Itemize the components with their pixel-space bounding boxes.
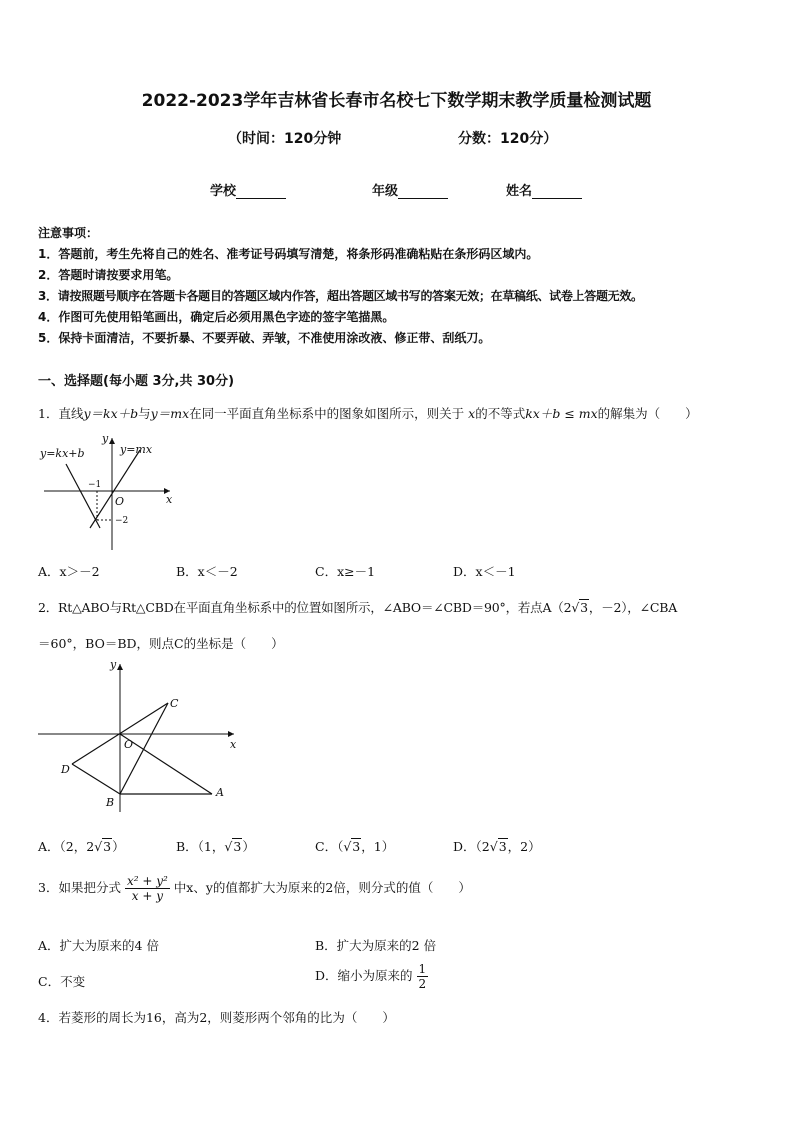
origin-label: O: [124, 738, 134, 751]
q1-option-a: A．x＞－2: [38, 564, 100, 579]
exam-score: 分数：120分）: [458, 131, 558, 147]
name-field: 姓名: [506, 180, 582, 199]
label-kx-b: y=kx+b: [40, 447, 85, 460]
half-fraction: $\frac{1}{2}$: [418, 962, 427, 991]
grade-field: 年级: [372, 180, 448, 199]
note-item: 2．答题时请按要求用笔。: [38, 268, 179, 282]
q2-option-d: D．（2√3，2）: [453, 839, 541, 854]
q1-option-d: D．x＜－1: [453, 564, 516, 579]
question-3: 3．如果把分式 $\frac{\text{x² + y²}}{x + y}$ 中x、y的值都扩大为原来的2倍，则分式的值（ ）: [38, 874, 471, 903]
x-axis-label: x: [166, 493, 173, 506]
y-axis-label: y: [102, 432, 109, 445]
question-1: 1．直线y＝kx＋b与y＝mx在同一平面直角坐标系中的图象如图所示，则关于 x的不等式kx＋b ≤ mx的解集为（ ）: [38, 406, 698, 421]
exam-title: 2022-2023学年吉林省长春市名校七下数学期末教学质量检测试题: [141, 91, 652, 111]
point-b-label: B: [106, 796, 115, 809]
x-axis-label: x: [230, 738, 237, 751]
q2-option-c: C．（√3，1）: [315, 839, 395, 854]
point-c-label: C: [170, 697, 179, 710]
segment-db: [72, 764, 120, 794]
q1-graph: [36, 428, 186, 553]
school-field: 学校: [210, 180, 286, 199]
note-item: 3．请按照题号顺序在答题卡各题目的答题区域内作答，超出答题区域书写的答案无效；在草稿纸、试卷上答题无效。: [38, 289, 643, 303]
y-axis-label: y: [110, 658, 117, 671]
question-2-line-2: ＝60°，BO＝BD，则点C的坐标是（ ）: [38, 636, 284, 651]
q3-option-c: C．不变: [38, 974, 86, 989]
section-heading: 一、选择题(每小题 3分,共 30分): [38, 374, 235, 389]
y-axis-arrow: [117, 664, 123, 670]
q1-option-c: C．x≥－1: [315, 564, 376, 579]
note-item: 1．答题前，考生先将自己的姓名、准考证号码填写清楚，将条形码准确粘贴在条形码区域内。: [38, 247, 539, 261]
point-d-label: D: [61, 763, 70, 776]
exam-time: （时间：120分钟: [228, 131, 342, 147]
question-2-line-1: 2．Rt△ABO与Rt△CBD在平面直角坐标系中的位置如图所示，∠ABO＝∠CBD＝90°，若点A（2√3，－2），∠CBA: [38, 600, 678, 615]
note-item: 5．保持卡面清洁，不要折暴、不要弄破、弄皱，不准使用涂改液、修正带、刮纸刀。: [38, 331, 491, 345]
tick-minus-1: −1: [88, 480, 102, 490]
q2-graph: [34, 656, 244, 816]
x-axis-arrow: [228, 731, 234, 737]
q3-option-b: B．扩大为原来的2 倍: [315, 938, 437, 953]
q3-fraction: $\frac{\text{x² + y²}}{x + y}$: [126, 874, 168, 903]
line-kx-b: [66, 464, 100, 528]
question-4: 4．若菱形的周长为16，高为2，则菱形两个邻角的比为（ ）: [38, 1010, 395, 1025]
origin-label: O: [115, 495, 125, 508]
note-item: 4．作图可先使用铅笔画出，确定后必须用黑色字迹的签字笔描黑。: [38, 310, 395, 324]
q3-option-a: A．扩大为原来的4 倍: [38, 938, 159, 953]
point-a-label: A: [216, 786, 224, 799]
tick-minus-2: −2: [115, 516, 129, 526]
segment-oa: [120, 734, 212, 794]
label-mx: y=mx: [120, 443, 153, 456]
q2-option-b: B．（1，√3）: [176, 839, 255, 854]
q2-option-a: A．（2，2√3）: [38, 839, 125, 854]
q3-option-d: D．缩小为原来的 $\frac{1}{2}$: [315, 962, 427, 991]
q1-option-b: B．x＜－2: [176, 564, 238, 579]
notes-heading: 注意事项：: [38, 226, 99, 240]
y-axis-arrow: [109, 438, 115, 444]
